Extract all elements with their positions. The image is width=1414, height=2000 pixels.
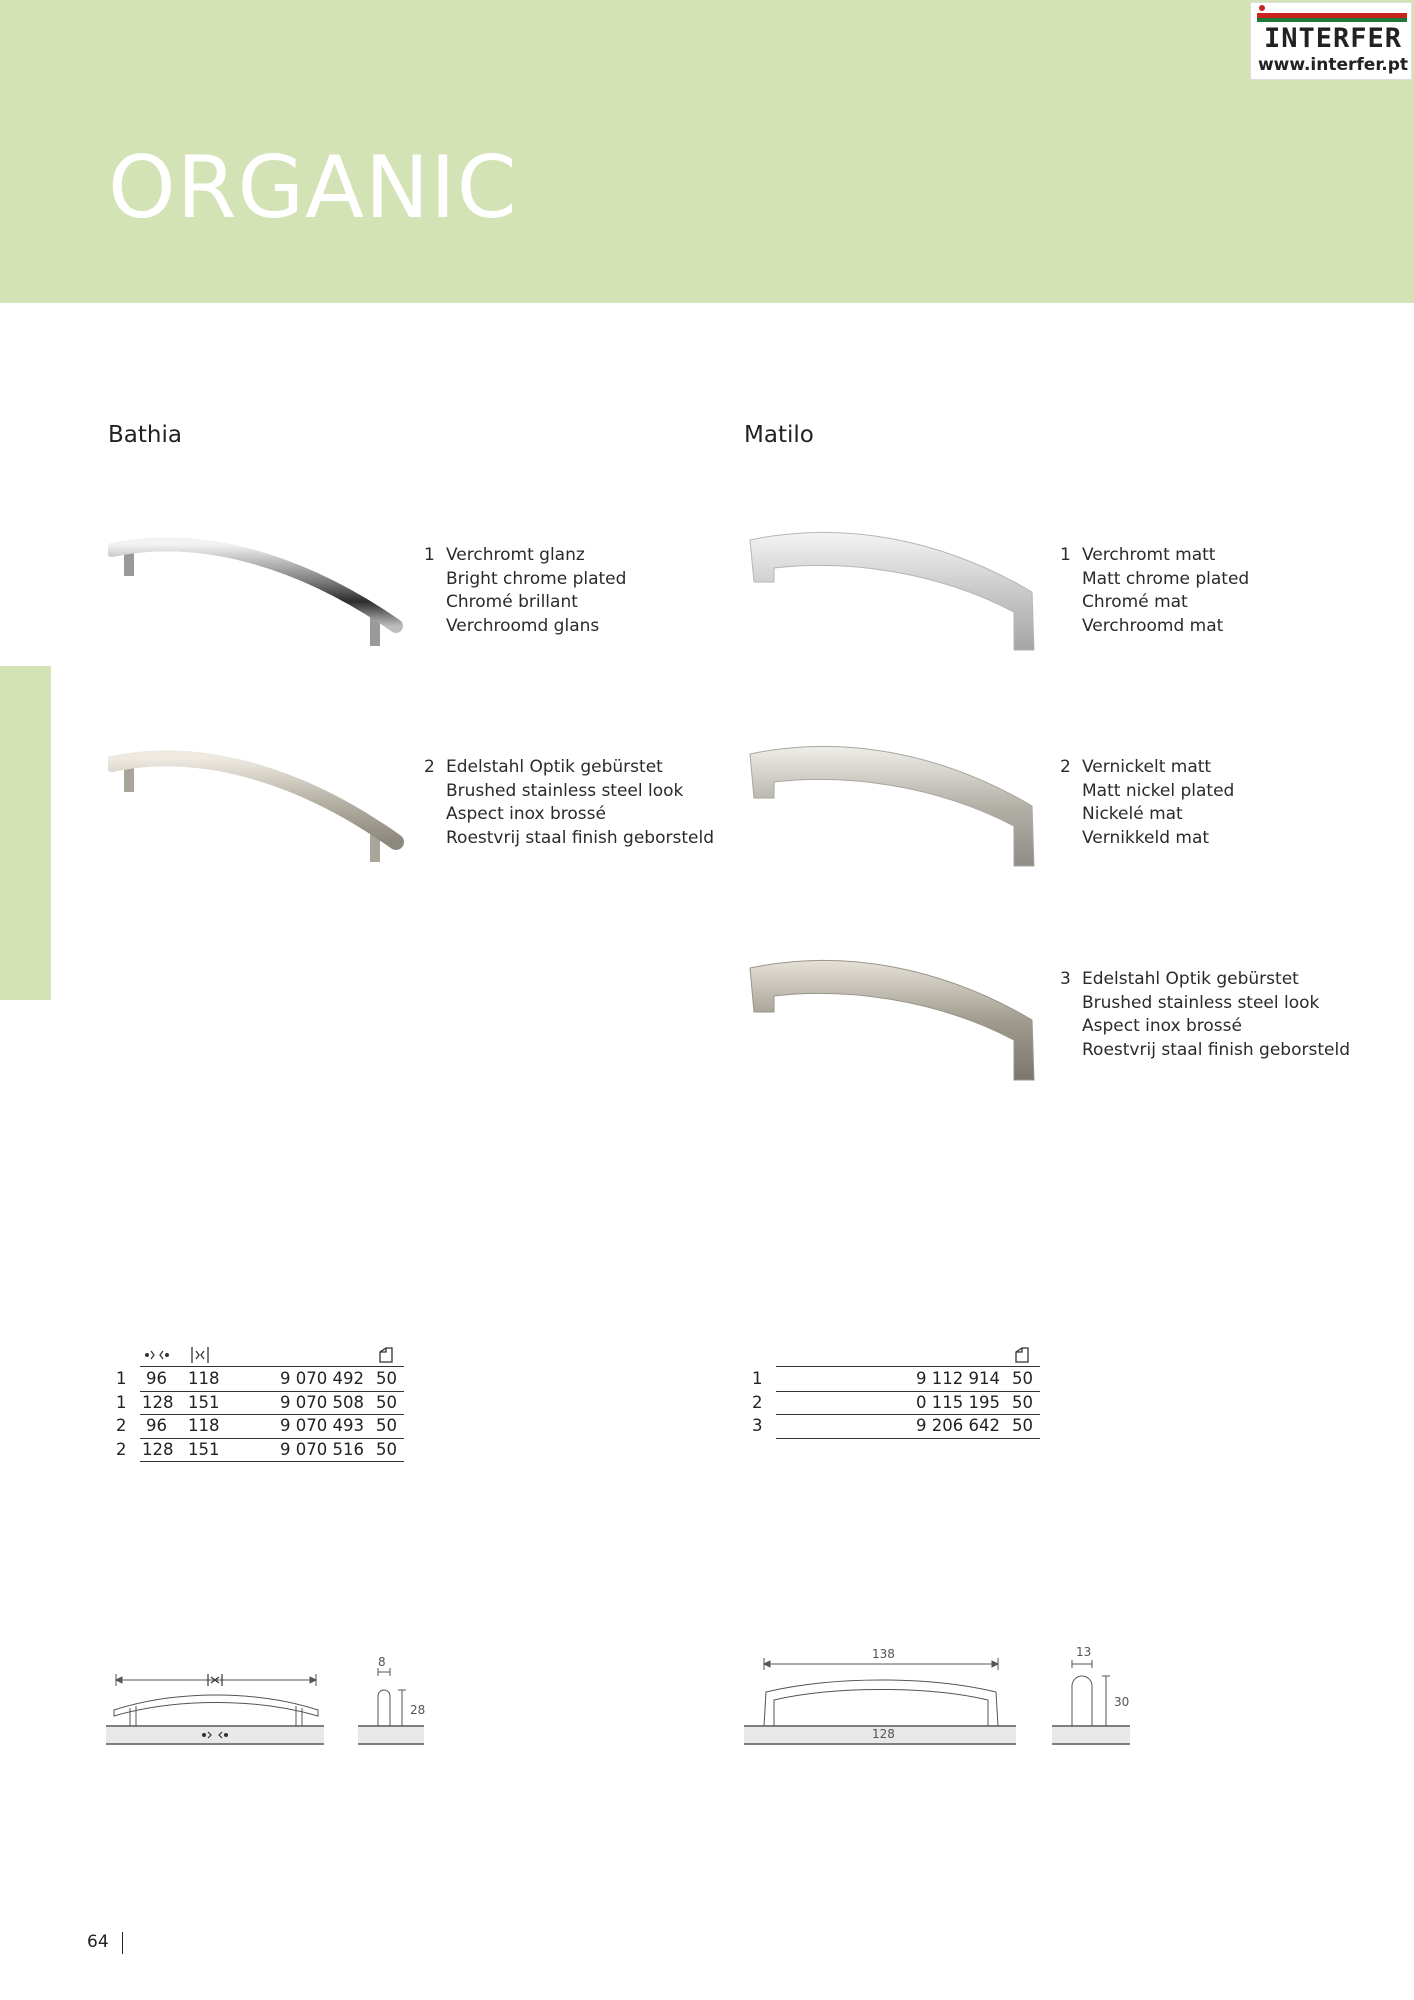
side-tab [0, 666, 51, 1000]
variant-line: Aspect inox brossé [1082, 1016, 1242, 1036]
cell-article: 9 070 493 [280, 1416, 364, 1435]
bathia-brushed-handle-image [108, 742, 408, 872]
variant-line: Vernickelt matt [1082, 757, 1212, 777]
variant-line: Verchromt matt [1082, 545, 1216, 565]
cell-article: 9 112 914 [916, 1369, 1000, 1388]
cell-qty: 50 [376, 1369, 397, 1388]
cell-length: 118 [188, 1369, 220, 1388]
cell-variant: 3 [752, 1416, 763, 1435]
table-rule [776, 1438, 1040, 1439]
cell-qty: 50 [1012, 1392, 1033, 1412]
logo-stripe-green [1257, 18, 1407, 22]
cell-article: 0 115 195 [916, 1392, 1000, 1412]
variant-line: Nickelé mat [1082, 804, 1183, 824]
package-quantity-icon [1014, 1346, 1030, 1364]
bathia-width-label: 8 [378, 1655, 386, 1669]
matilo-order-table [750, 1344, 1040, 1444]
matilo-hole-label: 128 [872, 1727, 895, 1741]
cell-variant: 1 [116, 1392, 127, 1412]
matilo-length-label: 138 [872, 1647, 895, 1661]
cell-spacing: 96 [146, 1416, 167, 1435]
variant-number: 2 [1060, 757, 1071, 777]
table-row [114, 1368, 404, 1392]
cell-qty: 50 [376, 1416, 397, 1435]
matilo-width-label: 13 [1076, 1645, 1092, 1659]
matilo-nickel-handle-image [744, 734, 1044, 874]
product-title-bathia: Bathia [108, 422, 182, 448]
variant-line: Roestvrij staal finish geborsteld [1082, 1039, 1350, 1060]
page-number: 64 [87, 1932, 109, 1952]
cell-article: 9 206 642 [916, 1416, 1000, 1435]
table-row [114, 1392, 404, 1416]
cell-qty: 50 [376, 1439, 397, 1459]
table-row [750, 1415, 1040, 1439]
page-number-divider [122, 1932, 123, 1954]
variant-line: Brushed stainless steel look [1082, 992, 1320, 1013]
bathia-order-table [114, 1344, 404, 1470]
cell-qty: 50 [1012, 1416, 1033, 1435]
interfer-logo[interactable] [1250, 2, 1412, 80]
variant-number: 1 [1060, 545, 1071, 565]
variant-line: Matt nickel plated [1082, 780, 1235, 801]
logo-dot [1259, 5, 1265, 11]
cell-length: 118 [188, 1416, 220, 1435]
variant-line: Edelstahl Optik gebürstet [1082, 969, 1299, 989]
variant-line: Verchroomd mat [1082, 615, 1224, 636]
table-rule [776, 1366, 1040, 1367]
cell-variant: 2 [116, 1416, 127, 1435]
cell-variant: 2 [752, 1392, 763, 1412]
variant-number: 1 [424, 545, 435, 565]
cell-qty: 50 [376, 1392, 397, 1412]
matilo-technical-drawing [744, 1640, 1144, 1750]
cell-qty: 50 [1012, 1369, 1033, 1388]
cell-spacing: 128 [142, 1392, 174, 1412]
table-rule [140, 1366, 404, 1367]
page-title: ORGANIC [108, 138, 518, 238]
variant-line: Chromé brillant [446, 592, 578, 612]
cell-article: 9 070 492 [280, 1369, 364, 1388]
variant-number: 3 [1060, 969, 1071, 989]
logo-url: www.interfer.pt [1257, 55, 1409, 75]
cell-variant: 2 [116, 1439, 127, 1459]
variant-line: Bright chrome plated [446, 568, 627, 589]
cell-length: 151 [188, 1392, 220, 1412]
cell-spacing: 128 [142, 1439, 174, 1459]
package-quantity-icon [378, 1346, 394, 1364]
variant-line: Verchromt glanz [446, 545, 585, 565]
bathia-height-label: 28 [410, 1703, 426, 1717]
cell-spacing: 96 [146, 1369, 167, 1388]
table-row [114, 1415, 404, 1439]
logo-brand: INTERFER [1263, 23, 1403, 54]
table-rule [140, 1461, 404, 1462]
variant-line: Brushed stainless steel look [446, 780, 684, 801]
table-row [114, 1439, 404, 1463]
variant-line: Roestvrij staal finish geborsteld [446, 827, 714, 848]
table-row [750, 1368, 1040, 1392]
variant-line: Matt chrome plated [1082, 568, 1250, 589]
variant-line: Vernikkeld mat [1082, 827, 1210, 848]
variant-line: Edelstahl Optik gebürstet [446, 757, 663, 777]
matilo-matt-chrome-handle-image [744, 520, 1044, 660]
product-title-matilo: Matilo [744, 422, 814, 448]
cell-variant: 1 [116, 1369, 127, 1388]
variant-number: 2 [424, 757, 435, 777]
matilo-brushed-steel-handle-image [744, 948, 1044, 1088]
bathia-technical-drawing [106, 1650, 436, 1750]
variant-line: Chromé mat [1082, 592, 1188, 612]
variant-line: Verchroomd glans [446, 615, 600, 636]
cell-length: 151 [188, 1439, 220, 1459]
bathia-chrome-handle-image [108, 528, 408, 658]
cell-article: 9 070 516 [280, 1439, 364, 1459]
variant-line: Aspect inox brossé [446, 804, 606, 824]
hole-spacing-icon [144, 1348, 170, 1362]
cell-article: 9 070 508 [280, 1392, 364, 1412]
table-row [750, 1392, 1040, 1416]
cell-variant: 1 [752, 1369, 763, 1388]
matilo-height-label: 30 [1114, 1695, 1130, 1709]
overall-length-icon [190, 1346, 210, 1364]
